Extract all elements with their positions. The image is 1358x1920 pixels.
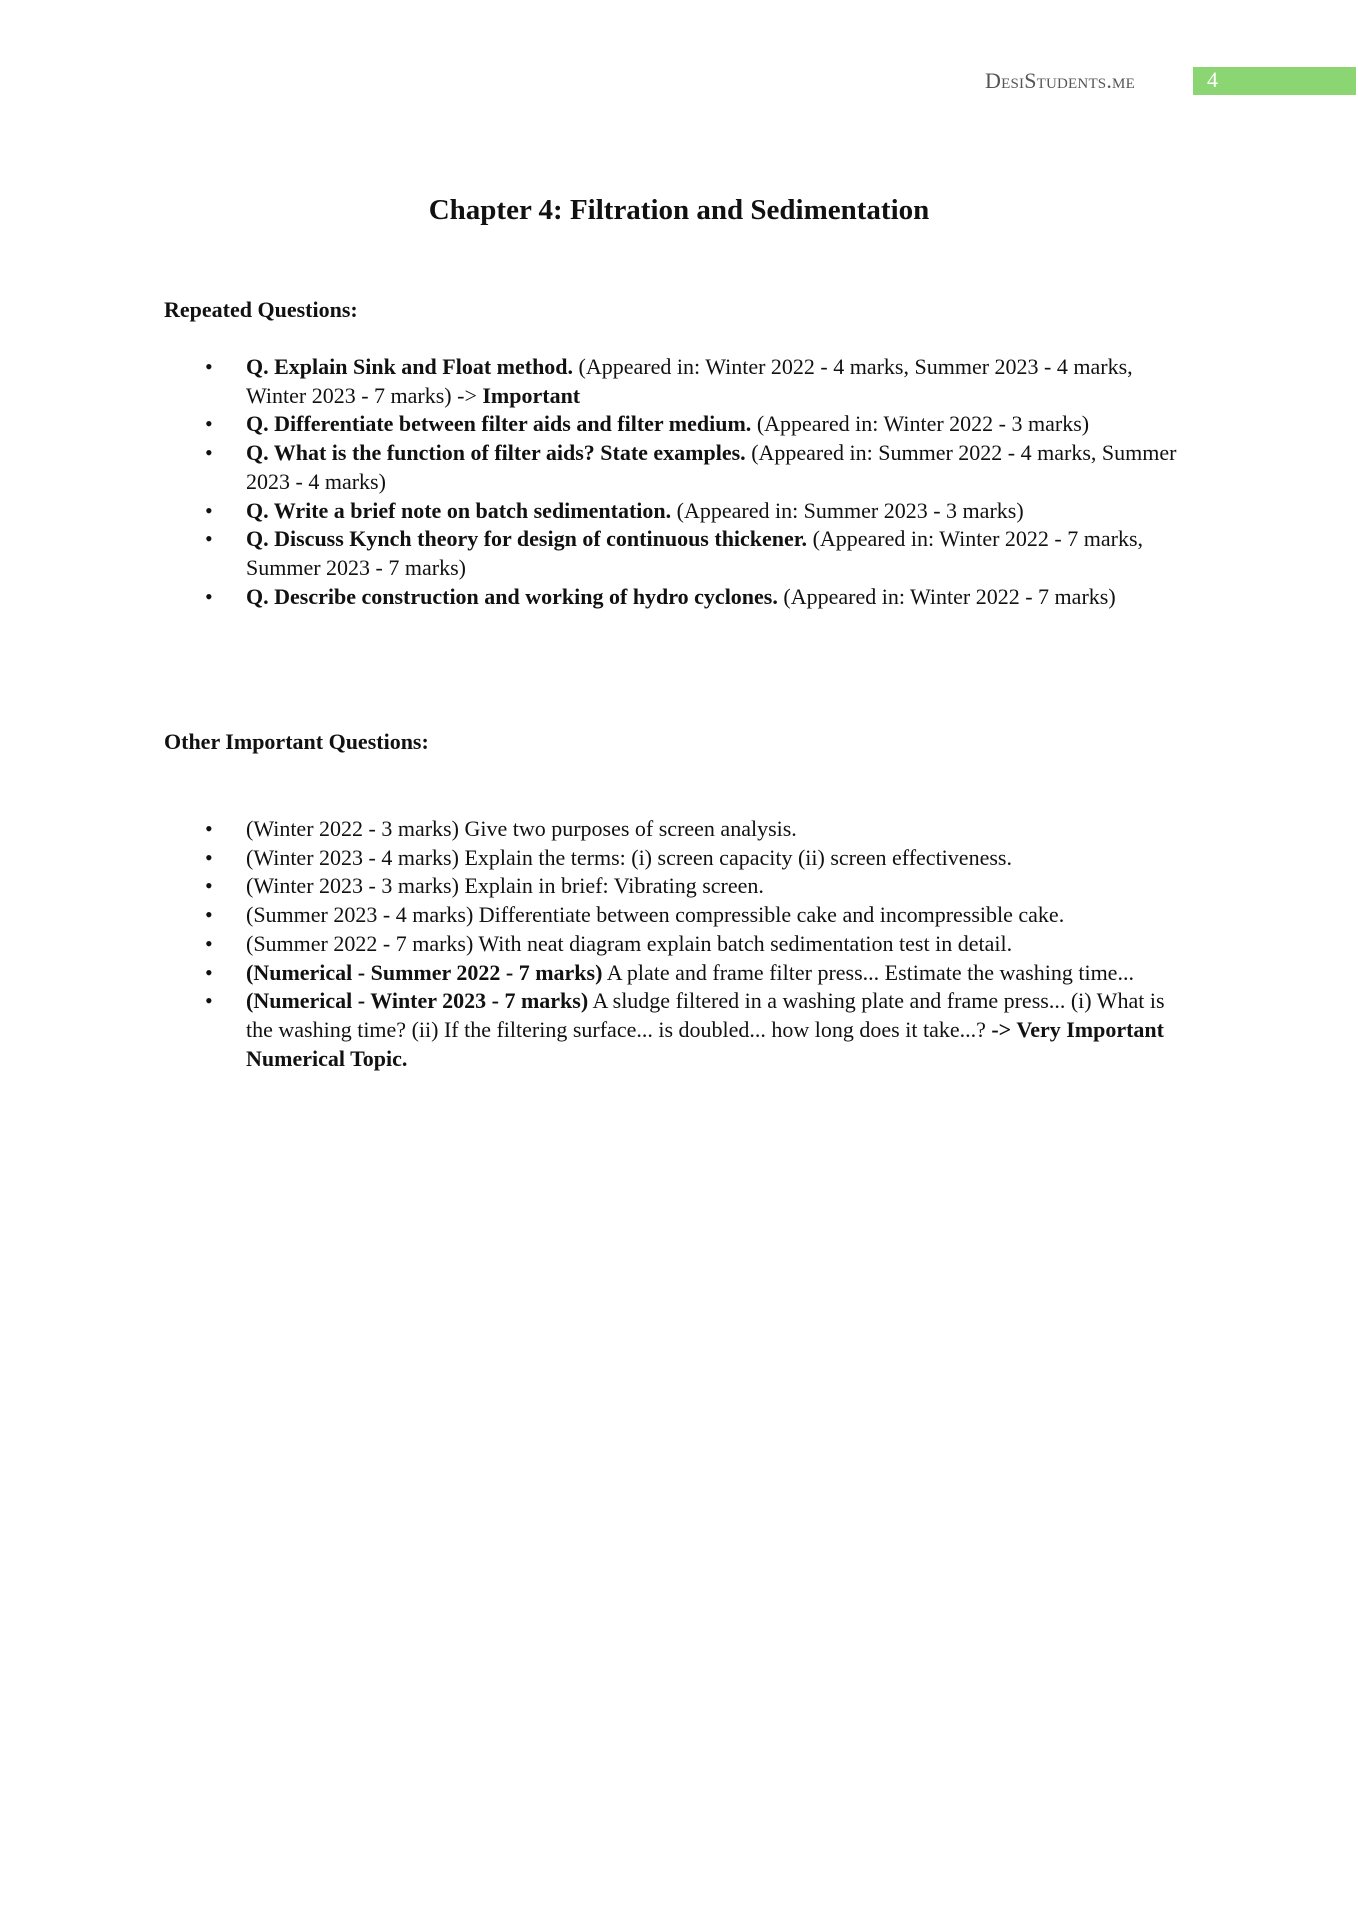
other-questions-heading: Other Important Questions:	[164, 729, 429, 754]
appearance-info: (Appeared in: Winter 2022 - 7 marks)	[777, 583, 1116, 609]
question: Q. Explain Sink and Float method.	[246, 354, 574, 379]
importance-tag: -> Very Important Numerical Topic.	[246, 1016, 1164, 1071]
list-item	[210, 987, 1195, 1073]
appearance-info: (Appeared in: Summer 2023 - 3 marks)	[671, 497, 1024, 523]
list-item	[210, 872, 1195, 901]
importance-tag: Important	[482, 382, 581, 408]
question: Q. Describe construction and working of hydro cyclones.	[246, 583, 778, 609]
question-text: A plate and frame filter press... Estimate the washing time...	[602, 959, 1134, 985]
site-name: DesiStudents.me	[985, 68, 1135, 93]
list-item	[210, 353, 1195, 410]
question: Q. Discuss Kynch theory for design of continuous thickener.	[246, 526, 808, 552]
appearance-info: (Appeared in: Winter 2022 - 4 marks, Summer 2023 - 4 marks, Winter 2023 - 7 marks) ->	[246, 354, 1133, 408]
list-item	[210, 410, 1195, 439]
question-text: (Summer 2022 - 7 marks) With neat diagram explain batch sedimentation test in detail.	[246, 930, 1013, 956]
numerical-label: (Numerical - Summer 2022 - 7 marks)	[246, 959, 603, 985]
list-item	[210, 959, 1195, 988]
question-text: (Winter 2023 - 3 marks) Explain in brief: Vibrating screen.	[246, 873, 764, 899]
appearance-info: (Appeared in: Winter 2022 - 7 marks, Summer 2023 - 7 marks)	[246, 526, 1144, 580]
numerical-label: (Numerical - Winter 2023 - 7 marks)	[246, 988, 589, 1014]
list-item	[210, 901, 1195, 930]
appearance-info: (Appeared in: Summer 2022 - 4 marks, Summer 2023 - 4 marks)	[246, 440, 1177, 494]
list-item	[210, 815, 1195, 844]
question: Q. What is the function of filter aids? State examples.	[246, 440, 746, 466]
repeated-questions-heading: Repeated Questions:	[164, 297, 358, 322]
chapter-title: Chapter 4: Filtration and Sedimentation	[428, 194, 930, 226]
question-text: (Summer 2023 - 4 marks) Differentiate between compressible cake and incompressible cake.	[246, 902, 1065, 928]
page-number: 4	[1207, 67, 1218, 92]
question-text: (Winter 2023 - 4 marks) Explain the terms: (i) screen capacity (ii) screen effectiveness.	[246, 844, 1012, 870]
question-text: A sludge filtered in a washing plate and frame press... (i) What is the washing time? (ii) If the filtering surface... is doubled... how long does it take...?	[246, 988, 1165, 1042]
list-item	[210, 583, 1195, 612]
list-item	[210, 930, 1195, 959]
appearance-info: (Appeared in: Winter 2022 - 3 marks)	[751, 411, 1090, 437]
question: Q. Differentiate between filter aids and filter medium.	[246, 411, 752, 437]
list-item	[210, 525, 1195, 582]
question-text: (Winter 2022 - 3 marks) Give two purposes of screen analysis.	[246, 816, 797, 841]
page-number-badge	[1193, 67, 1356, 95]
list-item	[210, 497, 1195, 526]
list-item	[210, 439, 1195, 496]
list-item	[210, 844, 1195, 873]
repeated-questions-list	[210, 353, 1195, 611]
other-questions-list	[210, 815, 1195, 1073]
question: Q. Write a brief note on batch sedimentation.	[246, 497, 672, 523]
